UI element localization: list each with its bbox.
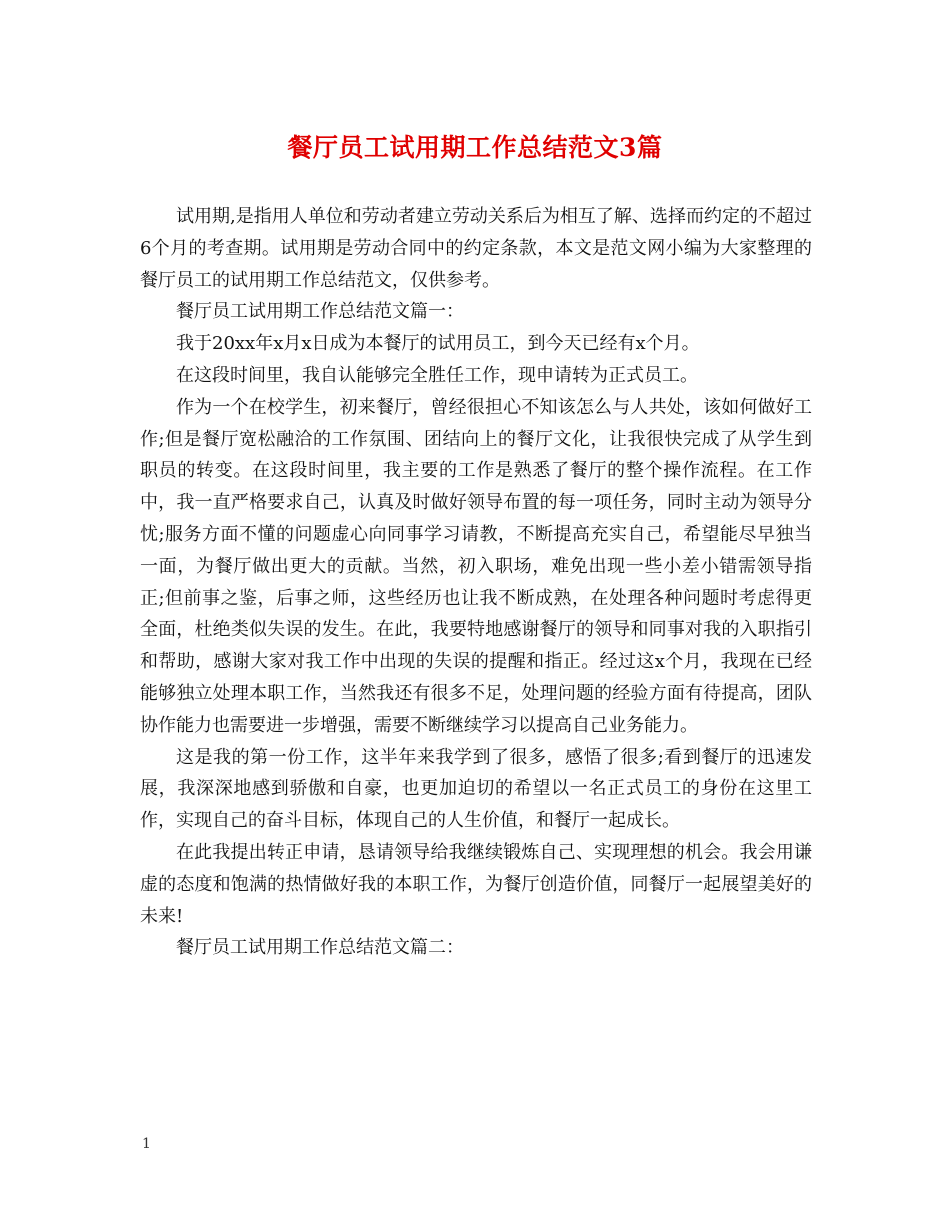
document-body [140, 201, 812, 964]
body-paragraph: 这是我的第一份工作，这半年来我学到了很多，感悟了很多;看到餐厅的迅速发展，我深深地感到骄傲和自豪，也更加迫切的希望以一名正式员工的身份在这里工作，实现自己的奋斗目标，体现自己的人生价值，和餐厅一起成长。 [140, 746, 812, 832]
body-paragraph: 我于20xx年x月x日成为本餐厅的试用员工，到今天已经有x个月。 [176, 333, 700, 355]
document-title: 餐厅员工试用期工作总结范文3篇 [287, 133, 663, 162]
body-paragraph: 在此我提出转正申请，恳请领导给我继续锻炼自己、实现理想的机会。我会用谦虚的态度和饱满的热情做好我的本职工作，为餐厅创造价值，同餐厅一起展望美好的未来! [140, 841, 812, 927]
body-paragraph: 在这段时间里，我自认能够完全胜任工作，现申请转为正式员工。 [176, 364, 698, 386]
intro-paragraph: 试用期,是指用人单位和劳动者建立劳动关系后为相互了解、选择而约定的不超过6个月的考查期。试用期是劳动合同中的约定条款，本文是范文网小编为大家整理的餐厅员工的试用期工作总结范文，仅供参考。 [140, 206, 812, 291]
section-heading-2: 餐厅员工试用期工作总结范文篇二： [176, 937, 464, 959]
section-heading-1: 餐厅员工试用期工作总结范文篇一： [176, 301, 464, 323]
page-number: 1 [142, 1136, 151, 1152]
body-paragraph: 作为一个在校学生，初来餐厅，曾经很担心不知该怎么与人共处，该如何做好工作;但是餐厅宽松融洽的工作氛围、团结向上的餐厅文化，让我很快完成了从学生到职员的转变。在这段时间里，我主要的工作是熟悉了餐厅的整个操作流程。在工作中，我一直严格要求自己，认真及时做好领导布置的每一项任务，同时主动为领导分忧;服务方面不懂的问题虚心向同事学习请教，不断提高充实自己，希望能尽早独当一面，为餐厅做出更大的贡献。当然，初入职场，难免出现一些小差小错需领导指正;但前事之鉴，后事之师，这些经历也让我不断成熟，在处理各种问题时考虑得更全面，杜绝类似失误的发生。在此，我要特地感谢餐厅的领导和同事对我的入职指引和帮助，感谢大家对我工作中出现的失误的提醒和指正。经过这x个月，我现在已经能够独立处理本职工作，当然我还有很多不足，处理问题的经验方面有待提高，团队协作能力也需要进一步增强，需要不断继续学习以提高自己业务能力。 [140, 396, 812, 736]
